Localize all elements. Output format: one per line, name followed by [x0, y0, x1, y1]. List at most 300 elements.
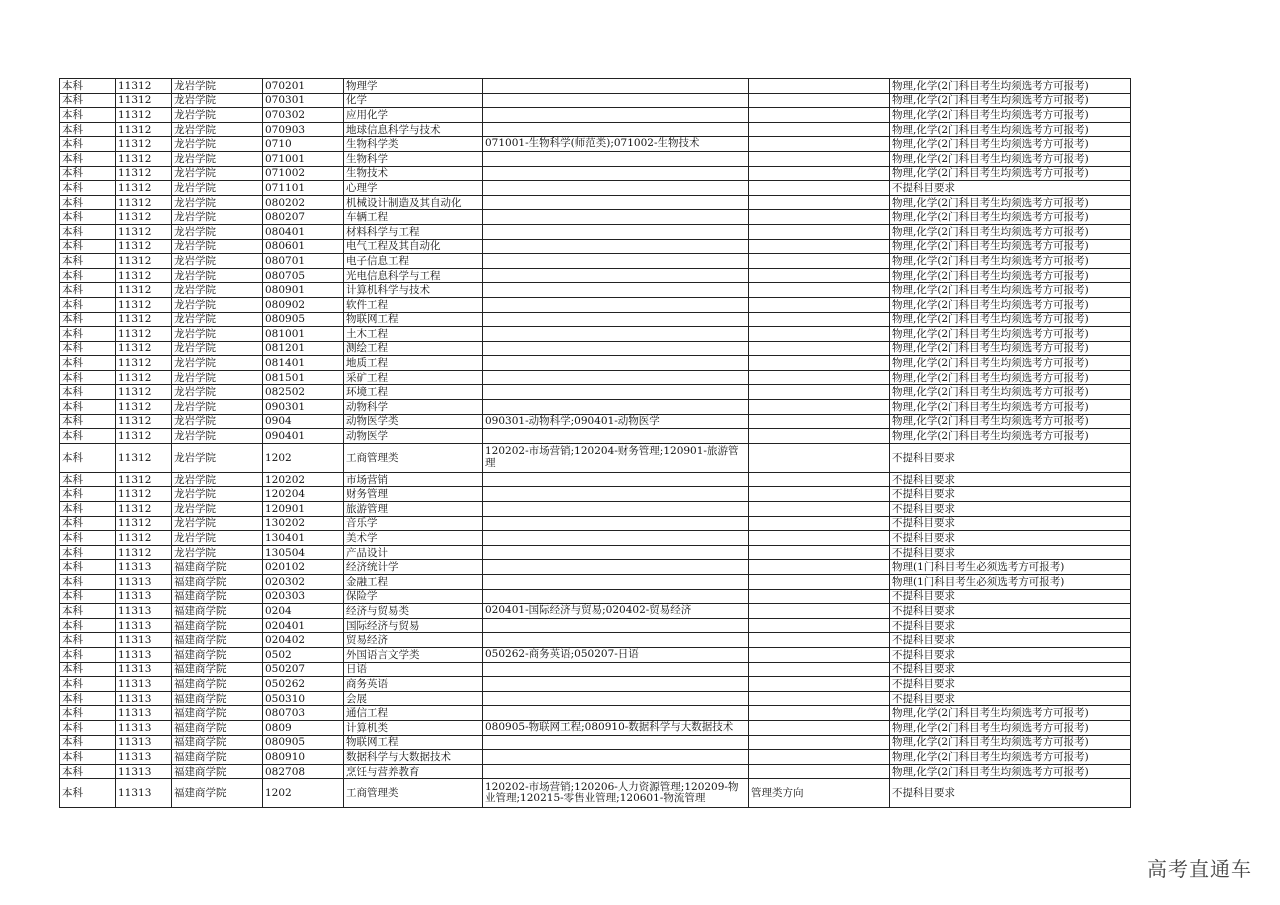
school-name-cell: 龙岩学院: [172, 122, 263, 137]
school-code-cell: 11313: [116, 560, 172, 575]
included-majors-cell: [483, 254, 749, 269]
major-code-cell: 050262: [263, 677, 344, 692]
school-code-cell: 11312: [116, 93, 172, 108]
major-code-cell: 080401: [263, 224, 344, 239]
subject-requirement-cell: 不提科目要求: [890, 531, 1131, 546]
school-code-cell: 11313: [116, 647, 172, 662]
major-code-cell: 080703: [263, 706, 344, 721]
subject-requirement-cell: 不提科目要求: [890, 662, 1131, 677]
school-name-cell: 福建商学院: [172, 618, 263, 633]
major-code-cell: 0904: [263, 414, 344, 429]
included-majors-cell: [483, 560, 749, 575]
level-cell: 本科: [60, 93, 116, 108]
included-majors-cell: 050262-商务英语;050207-日语: [483, 647, 749, 662]
remark-cell: [749, 210, 890, 225]
remark-cell: [749, 750, 890, 765]
remark-cell: [749, 151, 890, 166]
level-cell: 本科: [60, 327, 116, 342]
table-row: [60, 545, 1131, 560]
level-cell: 本科: [60, 254, 116, 269]
school-code-cell: 11312: [116, 283, 172, 298]
school-code-cell: 11312: [116, 472, 172, 487]
major-name-cell: 计算机科学与技术: [344, 283, 483, 298]
remark-cell: [749, 545, 890, 560]
major-code-cell: 080905: [263, 312, 344, 327]
school-code-cell: 11312: [116, 268, 172, 283]
included-majors-cell: [483, 764, 749, 779]
remark-cell: [749, 224, 890, 239]
remark-cell: [749, 516, 890, 531]
school-code-cell: 11313: [116, 764, 172, 779]
level-cell: 本科: [60, 385, 116, 400]
major-name-cell: 物理学: [344, 79, 483, 94]
major-name-cell: 电子信息工程: [344, 254, 483, 269]
remark-cell: [749, 79, 890, 94]
included-majors-cell: 090301-动物科学;090401-动物医学: [483, 414, 749, 429]
included-majors-cell: [483, 516, 749, 531]
school-name-cell: 龙岩学院: [172, 545, 263, 560]
subject-requirement-cell: 不提科目要求: [890, 545, 1131, 560]
subject-requirement-cell: 不提科目要求: [890, 516, 1131, 531]
subject-requirement-cell: 物理,化学(2门科目考生均须选考方可报考): [890, 370, 1131, 385]
school-name-cell: 福建商学院: [172, 575, 263, 590]
table-row: [60, 764, 1131, 779]
remark-cell: [749, 502, 890, 517]
included-majors-cell: [483, 618, 749, 633]
table-row: [60, 122, 1131, 137]
remark-cell: [749, 429, 890, 444]
level-cell: 本科: [60, 166, 116, 181]
school-code-cell: 11312: [116, 254, 172, 269]
school-code-cell: 11312: [116, 502, 172, 517]
table-row: [60, 443, 1131, 472]
school-code-cell: 11312: [116, 181, 172, 196]
remark-cell: [749, 181, 890, 196]
school-code-cell: 11312: [116, 137, 172, 152]
major-name-cell: 产品设计: [344, 545, 483, 560]
major-code-cell: 020102: [263, 560, 344, 575]
subject-requirement-cell: 物理,化学(2门科目考生均须选考方可报考): [890, 750, 1131, 765]
major-code-cell: 080901: [263, 283, 344, 298]
level-cell: 本科: [60, 400, 116, 415]
table-row: [60, 604, 1131, 619]
subject-requirement-cell: 物理,化学(2门科目考生均须选考方可报考): [890, 385, 1131, 400]
table-row: [60, 589, 1131, 604]
table-row: [60, 735, 1131, 750]
school-code-cell: 11312: [116, 79, 172, 94]
major-name-cell: 物联网工程: [344, 312, 483, 327]
major-name-cell: 生物技术: [344, 166, 483, 181]
table-row: [60, 472, 1131, 487]
table-row: [60, 297, 1131, 312]
remark-cell: [749, 370, 890, 385]
level-cell: 本科: [60, 604, 116, 619]
subject-requirement-cell: 不提科目要求: [890, 618, 1131, 633]
school-name-cell: 龙岩学院: [172, 268, 263, 283]
level-cell: 本科: [60, 560, 116, 575]
school-name-cell: 龙岩学院: [172, 400, 263, 415]
school-name-cell: 福建商学院: [172, 706, 263, 721]
table-row: [60, 487, 1131, 502]
subject-requirement-cell: 物理,化学(2门科目考生均须选考方可报考): [890, 312, 1131, 327]
table-row: [60, 79, 1131, 94]
level-cell: 本科: [60, 735, 116, 750]
level-cell: 本科: [60, 312, 116, 327]
table-row: [60, 254, 1131, 269]
included-majors-cell: [483, 122, 749, 137]
major-code-cell: 120202: [263, 472, 344, 487]
subject-requirement-cell: 物理,化学(2门科目考生均须选考方可报考): [890, 429, 1131, 444]
remark-cell: [749, 691, 890, 706]
major-name-cell: 日语: [344, 662, 483, 677]
school-name-cell: 龙岩学院: [172, 224, 263, 239]
major-code-cell: 0710: [263, 137, 344, 152]
school-name-cell: 福建商学院: [172, 779, 263, 808]
remark-cell: 管理类方向: [749, 779, 890, 808]
school-name-cell: 福建商学院: [172, 633, 263, 648]
school-code-cell: 11313: [116, 618, 172, 633]
included-majors-cell: [483, 531, 749, 546]
remark-cell: [749, 443, 890, 472]
table-row: [60, 647, 1131, 662]
major-code-cell: 050310: [263, 691, 344, 706]
school-name-cell: 龙岩学院: [172, 429, 263, 444]
major-code-cell: 082502: [263, 385, 344, 400]
level-cell: 本科: [60, 720, 116, 735]
included-majors-cell: [483, 108, 749, 123]
school-name-cell: 龙岩学院: [172, 108, 263, 123]
subject-requirement-cell: 不提科目要求: [890, 487, 1131, 502]
school-name-cell: 福建商学院: [172, 720, 263, 735]
table-row: [60, 502, 1131, 517]
included-majors-cell: [483, 239, 749, 254]
school-code-cell: 11313: [116, 735, 172, 750]
school-name-cell: 福建商学院: [172, 750, 263, 765]
level-cell: 本科: [60, 79, 116, 94]
school-code-cell: 11313: [116, 720, 172, 735]
major-code-cell: 080701: [263, 254, 344, 269]
subject-requirement-cell: 物理,化学(2门科目考生均须选考方可报考): [890, 122, 1131, 137]
included-majors-cell: [483, 151, 749, 166]
major-name-cell: 数据科学与大数据技术: [344, 750, 483, 765]
school-name-cell: 龙岩学院: [172, 487, 263, 502]
major-name-cell: 工商管理类: [344, 779, 483, 808]
level-cell: 本科: [60, 545, 116, 560]
major-code-cell: 070302: [263, 108, 344, 123]
level-cell: 本科: [60, 297, 116, 312]
major-name-cell: 贸易经济: [344, 633, 483, 648]
school-code-cell: 11312: [116, 356, 172, 371]
school-name-cell: 福建商学院: [172, 604, 263, 619]
table-row: [60, 779, 1131, 808]
table-row: [60, 720, 1131, 735]
major-name-cell: 保险学: [344, 589, 483, 604]
school-name-cell: 龙岩学院: [172, 385, 263, 400]
level-cell: 本科: [60, 210, 116, 225]
subject-requirement-cell: 物理,化学(2门科目考生均须选考方可报考): [890, 93, 1131, 108]
subject-requirement-cell: 物理,化学(2门科目考生均须选考方可报考): [890, 764, 1131, 779]
school-name-cell: 龙岩学院: [172, 181, 263, 196]
table-row: [60, 750, 1131, 765]
major-name-cell: 动物医学: [344, 429, 483, 444]
level-cell: 本科: [60, 224, 116, 239]
remark-cell: [749, 341, 890, 356]
included-majors-cell: [483, 370, 749, 385]
subject-requirement-cell: 物理,化学(2门科目考生均须选考方可报考): [890, 151, 1131, 166]
included-majors-cell: 120202-市场营销;120206-人力资源管理;120209-物业管理;120215-零售业管理;120601-物流管理: [483, 779, 749, 808]
subject-requirement-cell: 物理,化学(2门科目考生均须选考方可报考): [890, 297, 1131, 312]
remark-cell: [749, 312, 890, 327]
level-cell: 本科: [60, 618, 116, 633]
included-majors-cell: [483, 750, 749, 765]
school-name-cell: 龙岩学院: [172, 297, 263, 312]
level-cell: 本科: [60, 429, 116, 444]
subject-requirement-cell: 物理,化学(2门科目考生均须选考方可报考): [890, 341, 1131, 356]
table-row: [60, 108, 1131, 123]
school-code-cell: 11312: [116, 385, 172, 400]
major-name-cell: 软件工程: [344, 297, 483, 312]
table-row: [60, 370, 1131, 385]
subject-requirement-cell: 物理,化学(2门科目考生均须选考方可报考): [890, 414, 1131, 429]
major-name-cell: 车辆工程: [344, 210, 483, 225]
major-name-cell: 烹饪与营养教育: [344, 764, 483, 779]
subject-requirement-cell: 不提科目要求: [890, 633, 1131, 648]
subject-requirement-cell: 物理,化学(2门科目考生均须选考方可报考): [890, 239, 1131, 254]
school-name-cell: 福建商学院: [172, 662, 263, 677]
included-majors-cell: [483, 502, 749, 517]
remark-cell: [749, 385, 890, 400]
remark-cell: [749, 604, 890, 619]
school-code-cell: 11313: [116, 662, 172, 677]
remark-cell: [749, 254, 890, 269]
major-name-cell: 商务英语: [344, 677, 483, 692]
major-name-cell: 心理学: [344, 181, 483, 196]
major-code-cell: 080601: [263, 239, 344, 254]
included-majors-cell: [483, 224, 749, 239]
included-majors-cell: [483, 691, 749, 706]
included-majors-cell: [483, 268, 749, 283]
table-row: [60, 356, 1131, 371]
watermark-logo-text: 高考直通车: [1147, 857, 1252, 881]
school-name-cell: 福建商学院: [172, 735, 263, 750]
school-code-cell: 11313: [116, 779, 172, 808]
included-majors-cell: [483, 735, 749, 750]
major-code-cell: 120204: [263, 487, 344, 502]
table-row: [60, 633, 1131, 648]
subject-requirement-cell: 不提科目要求: [890, 181, 1131, 196]
school-code-cell: 11312: [116, 151, 172, 166]
included-majors-cell: 020401-国际经济与贸易;020402-贸易经济: [483, 604, 749, 619]
major-code-cell: 080902: [263, 297, 344, 312]
level-cell: 本科: [60, 472, 116, 487]
table-row: [60, 706, 1131, 721]
major-code-cell: 070903: [263, 122, 344, 137]
remark-cell: [749, 764, 890, 779]
school-name-cell: 龙岩学院: [172, 327, 263, 342]
table-row: [60, 341, 1131, 356]
school-name-cell: 龙岩学院: [172, 502, 263, 517]
major-name-cell: 采矿工程: [344, 370, 483, 385]
major-name-cell: 环境工程: [344, 385, 483, 400]
school-code-cell: 11313: [116, 575, 172, 590]
table-row: [60, 385, 1131, 400]
subject-requirement-cell: 物理,化学(2门科目考生均须选考方可报考): [890, 400, 1131, 415]
subject-requirement-cell: 物理,化学(2门科目考生均须选考方可报考): [890, 108, 1131, 123]
major-code-cell: 080207: [263, 210, 344, 225]
school-name-cell: 福建商学院: [172, 647, 263, 662]
major-name-cell: 外国语言文学类: [344, 647, 483, 662]
major-name-cell: 美术学: [344, 531, 483, 546]
level-cell: 本科: [60, 662, 116, 677]
school-name-cell: 龙岩学院: [172, 254, 263, 269]
major-name-cell: 化学: [344, 93, 483, 108]
remark-cell: [749, 283, 890, 298]
level-cell: 本科: [60, 502, 116, 517]
major-name-cell: 材料科学与工程: [344, 224, 483, 239]
school-code-cell: 11313: [116, 691, 172, 706]
remark-cell: [749, 268, 890, 283]
subject-requirement-cell: 不提科目要求: [890, 589, 1131, 604]
table-row: [60, 575, 1131, 590]
included-majors-cell: [483, 400, 749, 415]
remark-cell: [749, 677, 890, 692]
school-code-cell: 11312: [116, 429, 172, 444]
table-row: [60, 400, 1131, 415]
school-name-cell: 福建商学院: [172, 764, 263, 779]
included-majors-cell: [483, 166, 749, 181]
level-cell: 本科: [60, 137, 116, 152]
school-code-cell: 11312: [116, 239, 172, 254]
included-majors-cell: 071001-生物科学(师范类);071002-生物技术: [483, 137, 749, 152]
school-code-cell: 11312: [116, 545, 172, 560]
major-code-cell: 0809: [263, 720, 344, 735]
included-majors-cell: [483, 297, 749, 312]
major-code-cell: 1202: [263, 779, 344, 808]
school-code-cell: 11312: [116, 297, 172, 312]
subject-requirement-cell: 不提科目要求: [890, 472, 1131, 487]
included-majors-cell: [483, 195, 749, 210]
level-cell: 本科: [60, 356, 116, 371]
table-row: [60, 166, 1131, 181]
table-row: [60, 414, 1131, 429]
remark-cell: [749, 414, 890, 429]
school-name-cell: 龙岩学院: [172, 312, 263, 327]
level-cell: 本科: [60, 443, 116, 472]
remark-cell: [749, 239, 890, 254]
level-cell: 本科: [60, 122, 116, 137]
subject-requirement-cell: 物理,化学(2门科目考生均须选考方可报考): [890, 137, 1131, 152]
major-name-cell: 土木工程: [344, 327, 483, 342]
major-code-cell: 080202: [263, 195, 344, 210]
major-name-cell: 金融工程: [344, 575, 483, 590]
major-name-cell: 经济与贸易类: [344, 604, 483, 619]
major-code-cell: 080705: [263, 268, 344, 283]
school-name-cell: 龙岩学院: [172, 516, 263, 531]
school-name-cell: 龙岩学院: [172, 341, 263, 356]
subject-requirement-cell: 不提科目要求: [890, 677, 1131, 692]
remark-cell: [749, 487, 890, 502]
subject-requirement-cell: 物理,化学(2门科目考生均须选考方可报考): [890, 79, 1131, 94]
major-code-cell: 082708: [263, 764, 344, 779]
remark-cell: [749, 297, 890, 312]
major-name-cell: 音乐学: [344, 516, 483, 531]
school-name-cell: 福建商学院: [172, 589, 263, 604]
level-cell: 本科: [60, 341, 116, 356]
subject-requirement-cell: 不提科目要求: [890, 691, 1131, 706]
table-row: [60, 677, 1131, 692]
major-name-cell: 地球信息科学与技术: [344, 122, 483, 137]
major-code-cell: 120901: [263, 502, 344, 517]
remark-cell: [749, 720, 890, 735]
table-row: [60, 268, 1131, 283]
school-name-cell: 龙岩学院: [172, 151, 263, 166]
school-code-cell: 11312: [116, 516, 172, 531]
school-name-cell: 龙岩学院: [172, 283, 263, 298]
table-row: [60, 312, 1131, 327]
included-majors-cell: [483, 210, 749, 225]
school-name-cell: 福建商学院: [172, 691, 263, 706]
subject-requirement-cell: 物理,化学(2门科目考生均须选考方可报考): [890, 210, 1131, 225]
remark-cell: [749, 531, 890, 546]
table-row: [60, 327, 1131, 342]
major-code-cell: 080910: [263, 750, 344, 765]
remark-cell: [749, 137, 890, 152]
subject-requirement-cell: 物理(1门科目考生必须选考方可报考): [890, 560, 1131, 575]
table-row: [60, 181, 1131, 196]
subject-requirement-cell: 物理,化学(2门科目考生均须选考方可报考): [890, 195, 1131, 210]
school-code-cell: 11312: [116, 224, 172, 239]
school-code-cell: 11312: [116, 341, 172, 356]
school-code-cell: 11312: [116, 400, 172, 415]
school-name-cell: 龙岩学院: [172, 370, 263, 385]
remark-cell: [749, 327, 890, 342]
table-row: [60, 618, 1131, 633]
level-cell: 本科: [60, 750, 116, 765]
included-majors-cell: [483, 677, 749, 692]
major-name-cell: 电气工程及其自动化: [344, 239, 483, 254]
remark-cell: [749, 633, 890, 648]
level-cell: 本科: [60, 706, 116, 721]
major-name-cell: 动物科学: [344, 400, 483, 415]
included-majors-cell: [483, 79, 749, 94]
major-name-cell: 通信工程: [344, 706, 483, 721]
school-code-cell: 11313: [116, 677, 172, 692]
remark-cell: [749, 647, 890, 662]
table-row: [60, 210, 1131, 225]
level-cell: 本科: [60, 239, 116, 254]
major-code-cell: 081201: [263, 341, 344, 356]
table-row: [60, 560, 1131, 575]
school-code-cell: 11312: [116, 443, 172, 472]
school-code-cell: 11312: [116, 166, 172, 181]
remark-cell: [749, 735, 890, 750]
table-row: [60, 195, 1131, 210]
major-code-cell: 130504: [263, 545, 344, 560]
table-row: [60, 224, 1131, 239]
included-majors-cell: [483, 487, 749, 502]
level-cell: 本科: [60, 531, 116, 546]
major-code-cell: 130202: [263, 516, 344, 531]
subject-requirement-cell: 物理,化学(2门科目考生均须选考方可报考): [890, 327, 1131, 342]
school-name-cell: 福建商学院: [172, 677, 263, 692]
included-majors-cell: [483, 633, 749, 648]
major-code-cell: 070301: [263, 93, 344, 108]
included-majors-cell: [483, 472, 749, 487]
subject-requirement-cell: 物理,化学(2门科目考生均须选考方可报考): [890, 254, 1131, 269]
subject-requirement-cell: 不提科目要求: [890, 604, 1131, 619]
school-name-cell: 龙岩学院: [172, 210, 263, 225]
table-row: [60, 283, 1131, 298]
